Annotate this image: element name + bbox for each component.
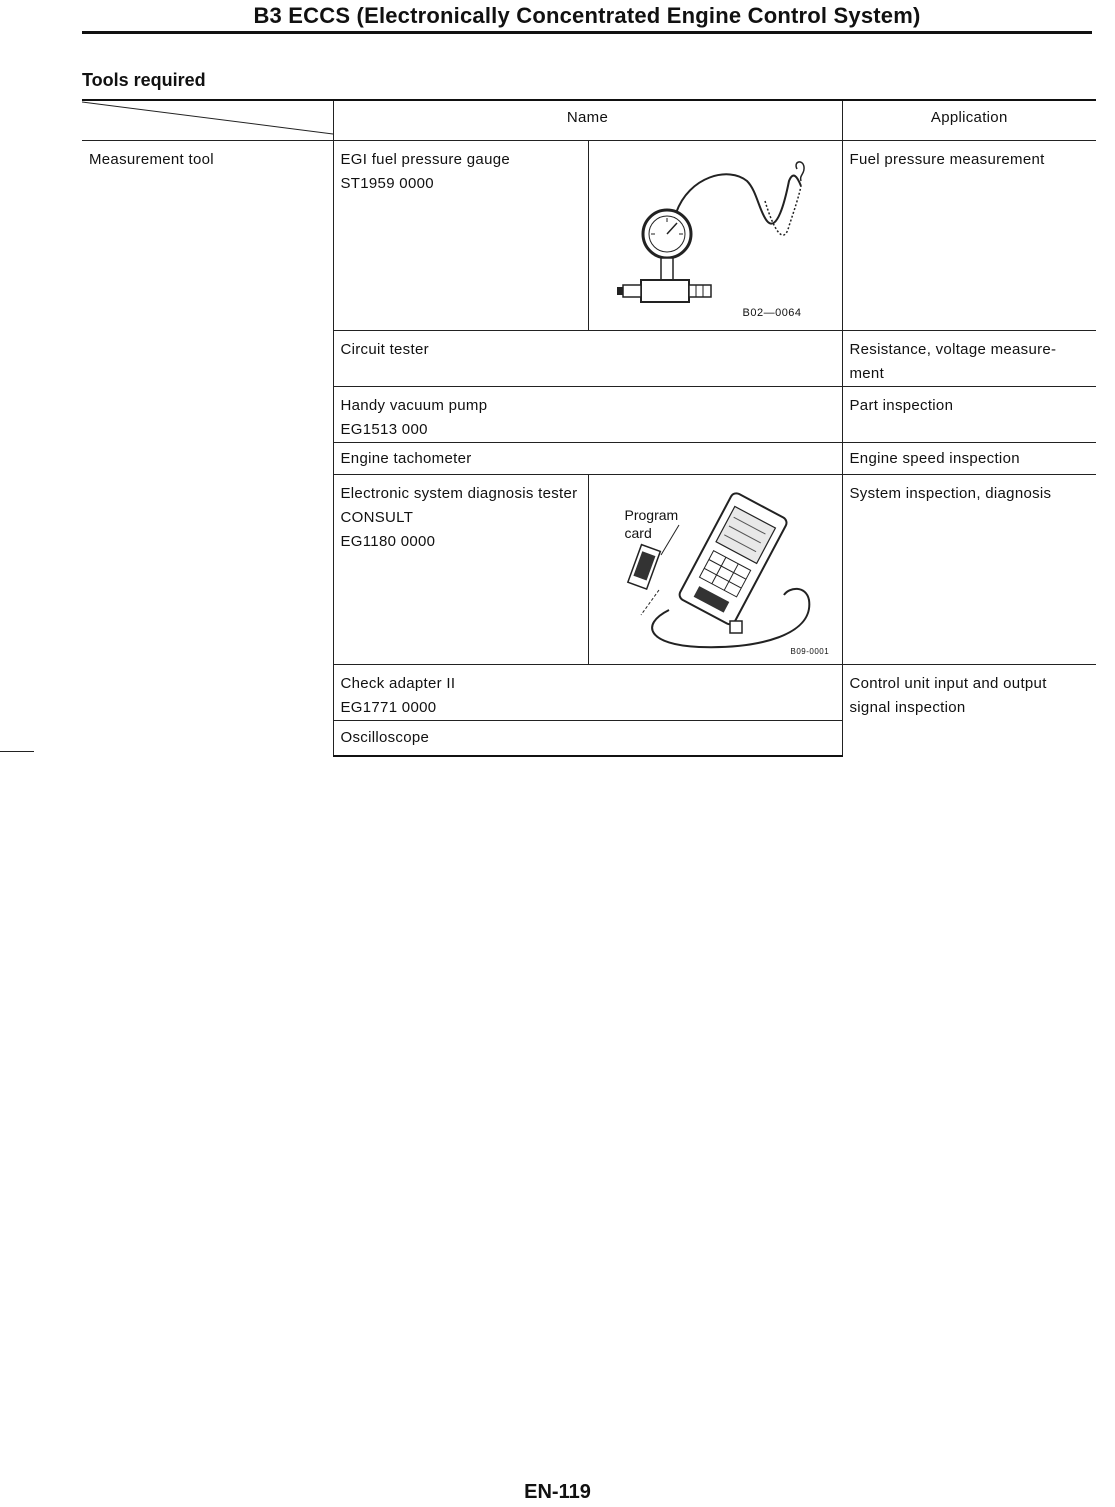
diagonal-header-cell bbox=[82, 100, 333, 141]
tool-name-cell: Engine tachometer bbox=[333, 443, 842, 475]
table-row bbox=[82, 141, 1096, 331]
column-header-application: Application bbox=[842, 100, 1096, 141]
figure-code: B09-0001 bbox=[790, 647, 830, 656]
application-cell: Part inspection bbox=[842, 387, 1096, 443]
tool-name-cell: Oscilloscope bbox=[333, 721, 842, 756]
program-card-label: Program card bbox=[624, 507, 679, 541]
consult-tester-illustration bbox=[589, 475, 843, 665]
tool-name-cell: EGI fuel pressure gauge ST1959 0000 bbox=[333, 141, 588, 331]
fuel-pressure-gauge-illustration bbox=[589, 141, 843, 331]
application-cell: Control unit input and output signal inspection bbox=[842, 665, 1096, 756]
tool-name-cell: Handy vacuum pump EG1513 000 bbox=[333, 387, 842, 443]
application-cell: System inspection, diagnosis bbox=[842, 475, 1096, 665]
application-cell: Fuel pressure measurement bbox=[842, 141, 1096, 331]
page-number: EN-119 bbox=[524, 1481, 591, 1503]
figure-code: B02—0064 bbox=[742, 307, 802, 319]
column-header-name: Name bbox=[333, 100, 842, 141]
application-cell: Engine speed inspection bbox=[842, 443, 1096, 475]
margin-mark bbox=[0, 751, 34, 752]
page-title: B3 ECCS (Electronically Concentrated Engine Control System) bbox=[253, 3, 921, 28]
section-heading: Tools required bbox=[82, 70, 206, 90]
tool-name-cell: Circuit tester bbox=[333, 331, 842, 387]
tool-name-cell: Electronic system diagnosis tester CONSULT EG1180 0000 bbox=[333, 475, 588, 665]
category-cell: Measurement tool bbox=[82, 141, 333, 756]
tool-figure-cell bbox=[588, 475, 842, 665]
application-cell: Resistance, voltage measure-ment bbox=[842, 331, 1096, 387]
title-rule bbox=[82, 31, 1092, 34]
diagonal-header-line bbox=[82, 101, 333, 136]
tools-table bbox=[82, 99, 1096, 757]
tool-name-cell: Check adapter II EG1771 0000 bbox=[333, 665, 842, 721]
table-header-row bbox=[82, 100, 1096, 141]
tool-figure-cell bbox=[588, 141, 842, 331]
